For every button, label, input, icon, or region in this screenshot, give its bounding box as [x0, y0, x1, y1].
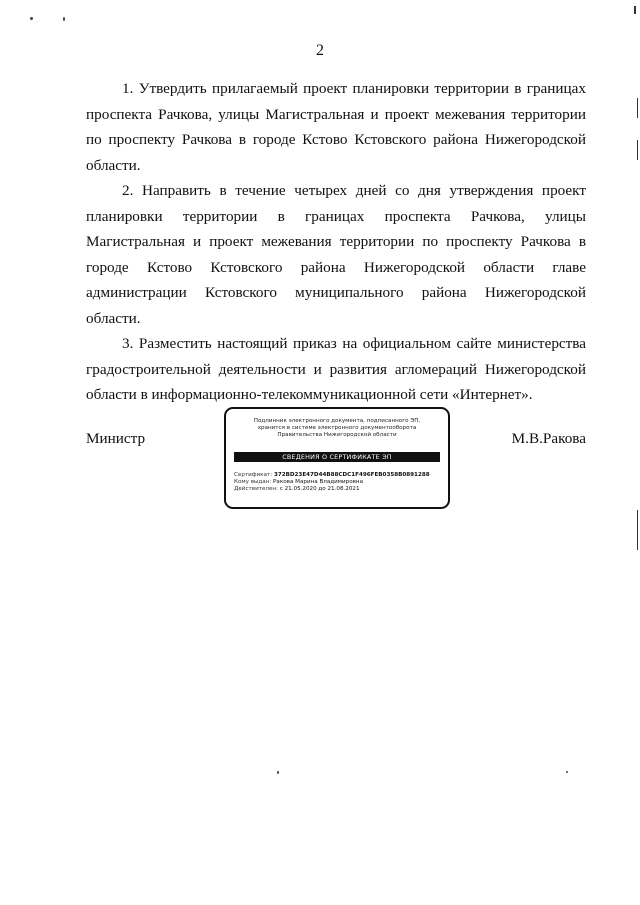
issued-to-label: Кому выдан:	[234, 479, 272, 485]
scan-edge-mark	[637, 510, 638, 550]
issued-to-row	[234, 479, 442, 486]
electronic-signature-stamp	[224, 407, 450, 509]
scan-speck	[63, 17, 65, 21]
paragraph-3: 3. Разместить настоящий приказ на официальном сайте министерства градостроительной деятельности и развития агломераций Нижегородской области в информационно-телекоммуникационной сети «Интернет».	[86, 335, 586, 403]
paragraph-2: 2. Направить в течение четырех дней со дня утверждения проект планировки территории в границах проспекта Рачкова, улицы Магистральная и проект межевания территории по проспекту Рачкова в городе Кстово Кстовского района Нижегородской области главе администрации Кстовского муниципального района Нижегородской области.	[86, 182, 586, 327]
scan-speck	[277, 771, 279, 774]
paragraph-1: 1. Утвердить прилагаемый проект планировки территории в границах проспекта Рачкова, улицы Магистральная и проект межевания территории по проспекту Рачкова в городе Кстово Кстовского района Нижегородской области.	[86, 80, 586, 174]
signer-name: М.В.Ракова	[511, 430, 586, 447]
signer-position: Министр	[86, 430, 146, 447]
document-body	[86, 76, 586, 408]
scan-edge-mark	[634, 6, 636, 14]
scan-speck	[30, 17, 33, 20]
stamp-header-line: Подлинник электронного документа, подписанного ЭП,	[253, 418, 421, 424]
scan-edge-mark	[637, 140, 638, 160]
stamp-header-line: хранится в системе электронного документооборота	[257, 425, 417, 431]
validity-row	[234, 486, 442, 493]
stamp-header	[230, 418, 444, 439]
certificate-value: 372BD23E47D44B88CDC1F496FEB0358B0891288	[273, 472, 430, 478]
scan-edge-mark	[637, 98, 638, 118]
scan-speck	[566, 771, 568, 773]
certificate-row	[234, 472, 442, 479]
validity-value: с 21.05.2020 до 21.08.2021	[279, 486, 360, 492]
issued-to-value: Ракова Марина Владимировна	[273, 479, 364, 485]
stamp-details	[234, 472, 442, 493]
stamp-title-bar: СВЕДЕНИЯ О СЕРТИФИКАТЕ ЭП	[234, 452, 440, 462]
page-number: 2	[316, 42, 324, 59]
certificate-label: Сертификат:	[234, 472, 273, 478]
stamp-header-line: Правительства Нижегородской области	[277, 432, 397, 438]
validity-label: Действителен:	[234, 486, 278, 492]
